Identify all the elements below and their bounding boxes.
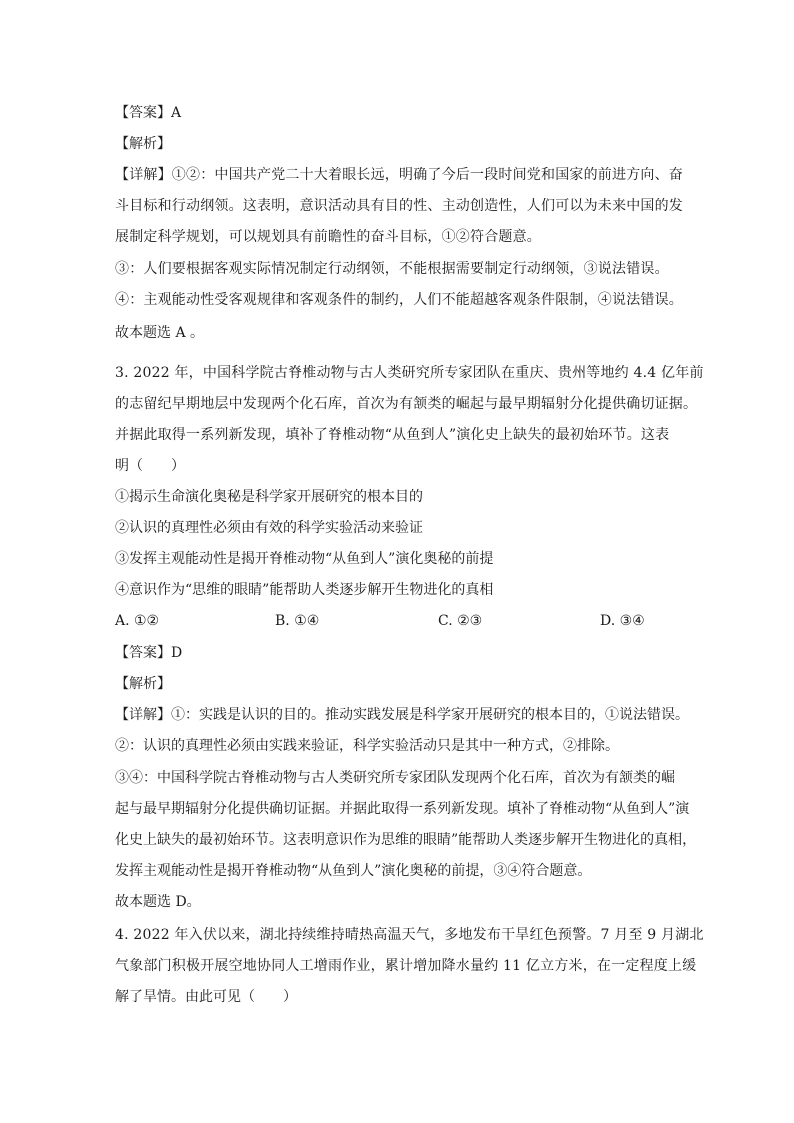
q3-statement: ①揭示生命演化奥秘是科学家开展研究的根本目的 — [115, 489, 423, 505]
q3-statement: ③发挥主观能动性是揭开脊椎动物“从鱼到人”演化奥秘的前提 — [115, 551, 494, 567]
q3-detail-line: 起与最早期辐射分化提供确切证据。并据此取得一系列新发现。填补了脊椎动物“从鱼到人”演 — [115, 801, 690, 817]
q3-detail-line: ②：认识的真理性必须由实践来验证，科学实验活动只是其中一种方式，②排除。 — [115, 738, 619, 754]
q4-stem-line: 4. 2022 年入伏以来，湖北持续维持晴热高温天气，多地发布干旱红色预警。7 月至 9 月湖北 — [115, 927, 704, 943]
q3-stem-line: 的志留纪早期地层中发现两个化石库，首次为有颔类的崛起与最早期辐射分化提供确切证据。 — [115, 396, 698, 412]
q3-detail-line: 化史上缺失的最初始环节。这表明意识作为思维的眼睛”能帮助人类逐步解开生物进化的真相， — [115, 832, 697, 848]
q3-option-d: D. ③④ — [600, 613, 645, 629]
q2-answer: 【答案】A — [115, 105, 182, 121]
q3-option-c: C. ②③ — [438, 613, 483, 629]
q2-detail-line: ④：主观能动性受客观规律和客观条件的制约，人们不能超越客观条件限制，④说法错误。 — [115, 292, 683, 308]
q3-detail-line: ③④：中国科学院古脊椎动物与古人类研究所专家团队发现两个化石库，首次为有颔类的崛 — [115, 770, 675, 786]
q2-detail-line: 展制定科学规划，可以规划具有前瞻性的奋斗目标，①②符合题意。 — [115, 229, 541, 245]
q3-statement: ④意识作为“思维的眼睛”能帮助人类逐步解开生物进化的真相 — [115, 582, 494, 598]
q3-detail-line: 【详解】①：实践是认识的目的。推动实践发展是科学家开展研究的根本目的，①说法错误。 — [115, 707, 689, 723]
q2-analysis-heading: 【解析】 — [115, 136, 171, 152]
q3-analysis-heading: 【解析】 — [115, 676, 171, 692]
q2-detail-line: 【详解】①②：中国共产党二十大着眼长远，明确了今后一段时间党和国家的前进方向、奋 — [115, 167, 683, 183]
q3-option-b: B. ①④ — [275, 613, 320, 629]
q3-stem-line: 并据此取得一系列新发现，填补了脊椎动物“从鱼到人”演化史上缺失的最初始环节。这表 — [115, 427, 670, 443]
q2-detail-line: ③：人们要根据客观实际情况制定行动纲领，不能根据需要制定行动纲领，③说法错误。 — [115, 261, 669, 277]
q3-statement: ②认识的真理性必须由有效的科学实验活动来验证 — [115, 520, 423, 536]
q2-detail-line: 斗目标和行动纲领。这表明，意识活动具有目的性、主动创造性，人们可以为未来中国的发 — [115, 198, 683, 214]
q3-conclusion: 故本题选 D。 — [115, 894, 201, 910]
q3-stem-line: 3. 2022 年，中国科学院古脊椎动物与古人类研究所专家团队在重庆、贵州等地约 4.4 亿年前 — [115, 365, 704, 381]
q3-option-a: A. ①② — [115, 613, 160, 629]
q3-detail-line: 发挥主观能动性是揭开脊椎动物“从鱼到人”演化奥秘的前提，③④符合题意。 — [115, 863, 592, 879]
q2-conclusion: 故本题选 A 。 — [115, 325, 205, 341]
q4-stem-line: 气象部门积极开展空地协同人工增雨作业，累计增加降水量约 11 亿立方米，在一定程度上缓 — [115, 958, 697, 974]
q3-stem-line: 明（ ） — [115, 458, 185, 474]
q4-stem-line: 解了旱情。由此可见（ ） — [115, 989, 297, 1005]
q3-answer: 【答案】D — [115, 645, 183, 661]
